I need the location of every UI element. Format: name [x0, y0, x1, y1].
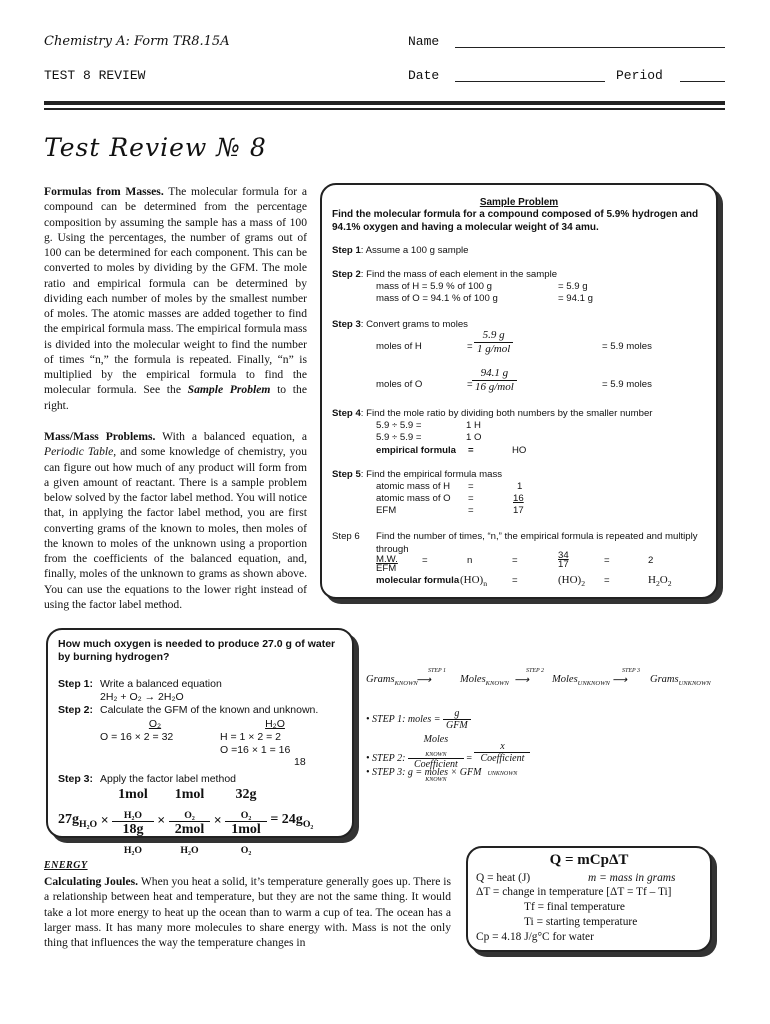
- arrow2: ⟶: [514, 675, 530, 686]
- balanced-equation: 2H₂ + O₂ → 2H₂O: [100, 691, 184, 703]
- step3: Step 3: Convert grams to moles: [332, 319, 468, 330]
- formula-step3: • STEP 3: g = moles × GFM: [366, 767, 482, 778]
- heat-cp: Cp = 4.18 J/g°C for water: [476, 931, 594, 943]
- fl-frac1: 1mol $_{H_2O}$ 18g $_{H_2O}$: [112, 787, 154, 856]
- fl-frac2: 1mol $_{O_2}$ 2mol $_{H_2O}$: [169, 787, 211, 856]
- o-step1: Write a balanced equation: [100, 678, 222, 690]
- o-moles-result: = 5.9 moles: [602, 379, 652, 390]
- paragraph-heading: Mass/Mass Problems.: [44, 430, 156, 443]
- mol-a: $(HO)_n$: [460, 574, 488, 589]
- n-value: 2: [648, 555, 654, 566]
- step6-label: Step 6: [332, 531, 360, 542]
- oxygen-problem-box: [46, 628, 354, 856]
- step2-h-val: = 5.9 g: [558, 281, 588, 292]
- course-title: [44, 34, 230, 49]
- moles-unknown: Moles$_{UNKNOWN}$: [552, 674, 610, 688]
- energy-para-heading: Calculating Joules.: [44, 875, 139, 888]
- sample-problem-box: [320, 183, 718, 599]
- step5: Step 5: Find the empirical formula mass: [332, 469, 503, 480]
- o-step2: Calculate the GFM of the known and unknown.: [100, 704, 319, 716]
- equals: =: [512, 575, 518, 586]
- heat-formula-box: [466, 846, 712, 952]
- sample-problem-ref: Sample Problem: [187, 383, 271, 397]
- arrow3: ⟶: [612, 675, 628, 686]
- equals: =: [604, 555, 610, 566]
- h-calc: H = 1 × 2 = 2: [220, 731, 282, 743]
- step6: Find the number of times, “n,” the empirical formula is repeated and multiply through: [376, 531, 698, 555]
- am-o: atomic mass of O: [376, 493, 451, 504]
- heat-title: Q = mCpΔT: [549, 852, 629, 868]
- name-label: Name: [408, 34, 440, 49]
- o-step2-label: Step 2:: [58, 704, 94, 716]
- equals: =: [467, 341, 473, 352]
- equals: =: [604, 575, 610, 586]
- heat-q: Q = heat (J): [476, 872, 531, 884]
- test-title: TEST 8 REVIEW: [44, 68, 146, 83]
- paragraph-body: The molecular formula for a compound can be determined from the percentage composition by assuming the sample has a mass of 100 g. Using the percentages, the number of grams out of 100 can be determined for each component. This can be converted to moles by dividing by the GFM. The mole ratio and empirical formula can be determined by dividing each number of moles by the smallest number of moles. The atomic masses are added together to find the empirical formula mass. The empirical formula mass is divided into the molecular weight to find the number of times “n,” the formula is repeated. Finally, “n” is multiplied by the empirical formula to find the molecular formula. See the: [44, 185, 308, 397]
- energy-paragraph: [44, 874, 451, 950]
- equals: =: [468, 445, 474, 456]
- sample-heading: Sample Problem: [479, 197, 559, 208]
- moles-h-label: moles of H: [376, 341, 422, 352]
- equals: =: [512, 555, 518, 566]
- moles-known: Moles$_{KNOWN}$: [460, 674, 509, 688]
- am-o-val: 16: [513, 493, 524, 504]
- equals: =: [467, 379, 473, 390]
- equals: =: [422, 555, 428, 566]
- mass-mass-paragraph: [44, 429, 307, 612]
- mol-b: $(HO)_2$: [558, 574, 586, 589]
- energy-heading: ENERGY: [44, 860, 88, 871]
- paragraph-heading: Formulas from Masses.: [44, 185, 164, 198]
- ratio-h-val: 1 H: [466, 420, 481, 431]
- course-label: Chemistry A: Form TR8.15A: [44, 34, 230, 49]
- arrow-step2: STEP 2: [526, 668, 545, 674]
- equals: =: [468, 505, 474, 516]
- h-moles-fraction: 5.9 g 1 g/mol: [474, 329, 513, 355]
- sample-question: Find the molecular formula for a compound composed of 5.9% hydrogen and 94.1% oxygen and having a molecular weight of 34 amu.: [332, 209, 699, 233]
- n-label: n: [467, 555, 473, 566]
- arrow-step3: STEP 3: [622, 668, 641, 674]
- ratio-o-val: 1 O: [466, 432, 482, 443]
- am-h: atomic mass of H: [376, 481, 451, 492]
- header-divider-thin: [44, 108, 725, 110]
- fl-start: $27g_{H_2O}$: [58, 812, 98, 831]
- arrow-step1: STEP 1: [428, 668, 447, 674]
- period-field[interactable]: [680, 81, 725, 82]
- empirical-value: HO: [512, 445, 527, 456]
- ratio-h: 5.9 ÷ 5.9 =: [376, 420, 422, 431]
- step4: Step 4: Find the mole ratio by dividing both numbers by the smaller number: [332, 408, 653, 419]
- step2-o-val: = 94.1 g: [558, 293, 593, 304]
- period-label: Period: [616, 68, 663, 83]
- arrow1: ⟶: [416, 675, 432, 686]
- step2-h: mass of H = 5.9 % of 100 g: [376, 281, 492, 292]
- o-moles-fraction: 94.1 g 16 g/mol: [472, 367, 517, 393]
- step2-o: mass of O = 94.1 % of 100 g: [376, 293, 498, 304]
- o-calc: O =16 × 1 = 16: [220, 744, 291, 756]
- o-step3: Apply the factor label method: [100, 773, 236, 785]
- h2o-head: H₂O: [265, 718, 285, 730]
- h-moles-result: = 5.9 moles: [602, 341, 652, 352]
- molecular-label: molecular formula: [376, 575, 460, 586]
- date-field[interactable]: [455, 81, 605, 82]
- formulas-from-masses-paragraph: [44, 184, 307, 413]
- o2-calc: O = 16 × 2 = 32: [100, 731, 174, 743]
- name-field[interactable]: [455, 47, 725, 48]
- oxygen-question: How much oxygen is needed to produce 27.0 g of water by burning hydrogen?: [58, 638, 336, 663]
- h2o-total: 18: [294, 756, 306, 768]
- heat-m: m = mass in grams: [588, 872, 676, 884]
- heat-tf: Tf = final temperature: [524, 901, 625, 913]
- efm-label: EFM: [376, 505, 397, 516]
- o-step1-label: Step 1:: [58, 678, 94, 690]
- date-label: Date: [408, 68, 440, 83]
- equals: =: [468, 481, 474, 492]
- step1: Step 1: Assume a 100 g sample: [332, 245, 469, 256]
- o-step3-label: Step 3:: [58, 773, 94, 785]
- empirical-label: empirical formula: [376, 445, 456, 456]
- energy-para-body: When you heat a solid, it’s temperature generally goes up. There is a relationship between heat and temperature, but they are not the same thing. It would take a lot more energy to heat up the ocean than to warm a cup of tea. The ocean has a larger mass. It has many more molecules to share energy with. Mass is not the only thing that influences the way the temperature changes in: [44, 875, 452, 949]
- conversion-map: [366, 668, 716, 692]
- ratio-o: 5.9 ÷ 5.9 =: [376, 432, 422, 443]
- moles-o-label: moles of O: [376, 379, 423, 390]
- header-divider: [44, 101, 725, 105]
- grams-unknown: Grams$_{UNKNOWN}$: [650, 674, 711, 688]
- heat-ti: Ti = starting temperature: [524, 916, 638, 928]
- formula-step1: • STEP 1: moles = $\frac{g}{\text{GFM}}$: [366, 708, 471, 731]
- grams-known: Grams$_{KNOWN}$: [366, 674, 418, 688]
- o2-head: O₂: [148, 718, 162, 730]
- mol-c: $H_2O_2$: [648, 574, 672, 589]
- fl-result: = $24g_{O_2}$: [270, 812, 314, 831]
- n-fraction: 34 17: [558, 550, 569, 570]
- fl-frac3: 32g $_{O_2}$ 1mol $_{O_2}$: [225, 787, 267, 856]
- paragraph-body: With a balanced equation, a: [162, 430, 307, 443]
- page-title: Test Review № 8: [44, 133, 267, 162]
- paragraph-body: , and some knowledge of chemistry, you can figure out how much of any product will form from a given amount of reactant. There is a sample problem below solved by the factor label method. You will notice that, in applying the factor label method, you are first converting grams of the known to moles, then moles of the known to moles of the unknown using a proportion from the coefficients of the balanced equation, and, finally, moles of the unknown to grams as shown above. You can use the equations to the lower right instead of using the factor label method.: [44, 445, 307, 611]
- periodic-table-ref: Periodic Table: [44, 445, 114, 459]
- factor-label-equation: $27g_{H_2O}$ × 1mol $_{H_2O}$ 18g $_{H_2O}$ × 1mol $_{O_2}$ 2mol $_{H_2O}$ × 32g $_{O_2}$ 1mol $_{O_2}$ = $24g_{O_2}$: [58, 787, 314, 856]
- heat-dt: ΔT = change in temperature [ΔT = Tf – Ti]: [476, 886, 672, 898]
- step2: Step 2: Find the mass of each element in the sample: [332, 269, 558, 280]
- am-h-val: 1: [517, 481, 523, 492]
- formula-step2: • STEP 2: Moles $_{KNOWN}$ Coefficient $_{KNOWN}$ = x Coefficient $_{UNKNOWN}$: [366, 734, 530, 783]
- efm-val: 17: [513, 505, 524, 516]
- paragraph-end: to the right.: [44, 383, 307, 412]
- mw-efm: M.W. EFM: [376, 554, 398, 574]
- equals: =: [468, 493, 474, 504]
